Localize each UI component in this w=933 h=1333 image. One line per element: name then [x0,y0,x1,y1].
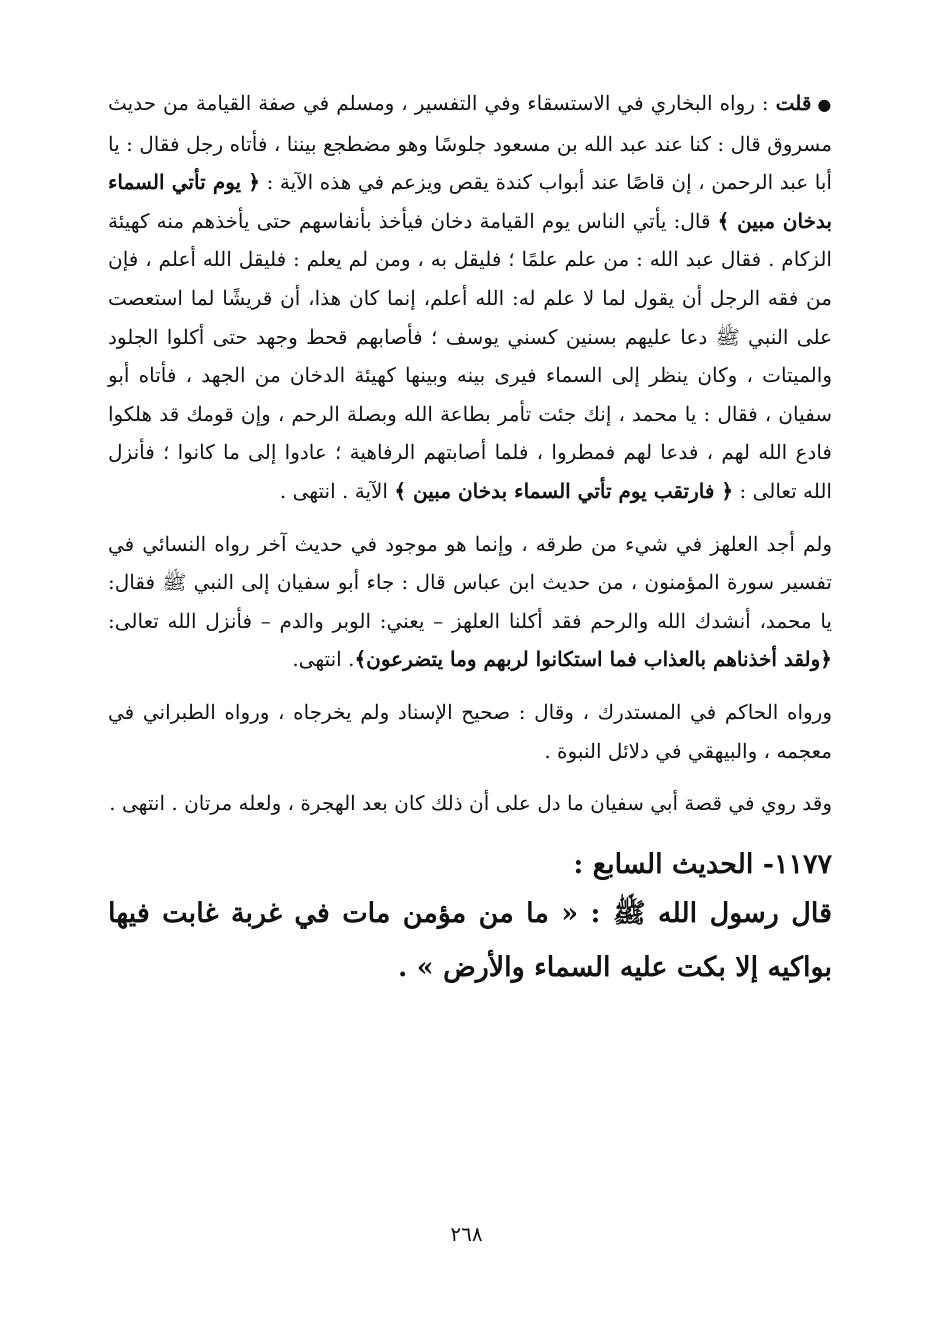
quran-verse: ﴿ولقد أخذناهم بالعذاب فما استكانوا لربهم وما يتضرعون﴾ [354,647,832,672]
text-segment: ورواه الحاكم في المستدرك ، وقال : صحيح الإسناد ولم يخرجاه ، ورواه الطبراني في معجمه ، والبيهقي في دلائل النبوة . [108,699,832,763]
paragraph-abu-sufyan [108,784,832,823]
page-body [108,84,832,995]
lead-word: قلت [775,91,812,115]
quran-verse: ﴿ يوم تأتي السماء بدخان مبين ﴾ [108,170,832,233]
text-segment: . انتهى. [292,647,355,672]
paragraph-alhaz [108,525,832,679]
paragraph-takhrij [108,84,832,511]
hadith-heading: ١١٧٧- الحديث السابع : [573,848,832,880]
text-segment: قال: يأتي الناس يوم القيامة دخان فيأخذ بأنفاسهم حتى يأخذهم منه كهيئة الزكام . فقال عبد الله : من علم علمًا ؛ فليقل به ، ومن لم يعلم : فليقل الله أعلم ، فإن من فقه الرجل أن يقول لما لا علم له: الله أعلم، إنما كان هذا، أن قريشًا لما استعصت على النبي ﷺ دعا عليهم بسنين كسني يوسف ؛ فأصابهم قحط وجهد حتى أكلوا الجلود والميتات ، وكان ينظر إلى السماء فيرى بينه وبينها كهيئة الدخان من الجهد ، فأتاه أبو سفيان ، فقال : يا محمد ، إنك جئت تأمر بطاعة الله وبصلة الرحم ، وإن قومك قد هلكوا فادع الله لهم ، فدعا لهم فمطروا ، فلما أصابتهم الرفاهية ؛ عادوا إلى ما كانوا ؛ فأنزل الله تعالى : [108,208,832,503]
bullet-icon: ● [817,95,832,114]
hadith-text: قال رسول الله ﷺ : « ما من مؤمن مات في غربة غابت فيها بواكيه إلا بكت عليه السماء والأرض » . [108,897,832,983]
paragraph-hakim [108,693,832,770]
text-segment: الآية . انتهى . [279,478,395,503]
quran-verse: ﴿ فارتقب يوم تأتي السماء بدخان مبين ﴾ [394,478,734,503]
text-segment: : رواه البخاري في الاستسقاء وفي التفسير ، ومسلم في صفة القيامة من حديث مسروق قال : كنا عند عبد الله بن مسعود جلوسًا وهو مضطجع بيننا ، فأتاه رجل فقال : يا أبا عبد الرحمن ، إن قاصًا عند أبواب كندة يقص ويزعم في هذه الآية : [108,91,832,195]
page-number: ٢٦٨ [450,1222,483,1246]
text-segment: وقد روي في قصة أبي سفيان ما دل على أن ذلك كان بعد الهجرة ، ولعله مرتان . انتهى . [109,791,832,816]
text-segment: ولم أجد العلهز في شيء من طرقه ، وإنما هو موجود في حديث آخر رواه النسائي في تفسير سورة المؤمنون ، من حديث ابن عباس قال : جاء أبو سفيان إلى النبي ﷺ فقال: يا محمد، أنشدك الله والرحم فقد أكلنا العلهز – يعني: الوبر والدم – فأنزل الله تعالى: [108,531,832,633]
